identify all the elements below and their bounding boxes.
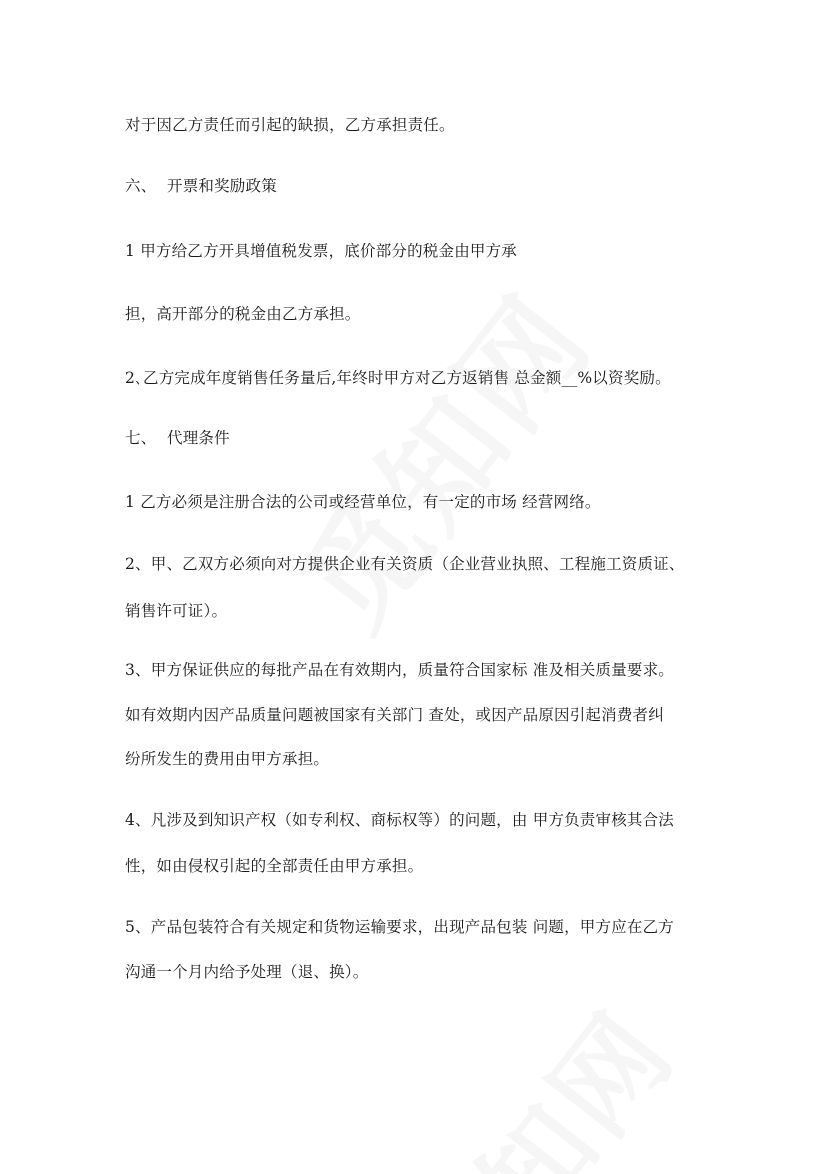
section-heading-7: [125, 424, 230, 452]
watermark: [365, 973, 704, 1174]
paragraph-line: 担，高开部分的税金由乙方承担。: [125, 305, 361, 323]
paragraph: 2､乙方完成年度销售任务量后,年终时甲方对乙方返销售 总金额__%以资奖励。: [125, 369, 671, 387]
paragraph-line: 1 甲方给乙方开具增值税发票，底价部分的税金由甲方承: [125, 242, 517, 260]
paragraph-line: 5、产品包装符合有关规定和货物运输要求，出现产品包装 问题，甲方应在乙方: [125, 918, 674, 936]
paragraph-line: 销售许可证）。: [125, 602, 228, 620]
paragraph-line: 2、甲、乙双方必须向对方提供企业有关资质（企业营业执照、工程施工资质证、: [125, 555, 685, 573]
paragraph-line: 沟通一个月内给予处理（退、换）。: [125, 963, 369, 981]
section-number: 六、: [125, 177, 157, 195]
section-number: 七、: [125, 429, 157, 447]
paragraph-line: 性，如由侵权引起的全部责任由甲方承担。: [125, 857, 424, 875]
section-title: 代理条件: [167, 429, 230, 447]
paragraph: 对于因乙方责任而引起的缺损，乙方承担责任。: [125, 116, 455, 134]
paragraph-line: 纷所发生的费用由甲方承担。: [125, 750, 330, 768]
paragraph-line: 如有效期内因产品质量问题被国家有关部门 查处，或因产品原因引起消费者纠: [125, 706, 664, 724]
paragraph-line: 3、甲方保证供应的每批产品在有效期内，质量符合国家标 准及相关质量要求。: [125, 661, 674, 679]
paragraph-line: 4、凡涉及到知识产权（如专利权、商标权等）的问题，由 甲方负责审核其合法: [125, 811, 674, 829]
section-heading-6: [125, 172, 277, 200]
section-title: 开票和奖励政策: [167, 177, 277, 195]
paragraph: 1 乙方必须是注册合法的公司或经营单位，有一定的市场 经营网络。: [125, 493, 601, 511]
